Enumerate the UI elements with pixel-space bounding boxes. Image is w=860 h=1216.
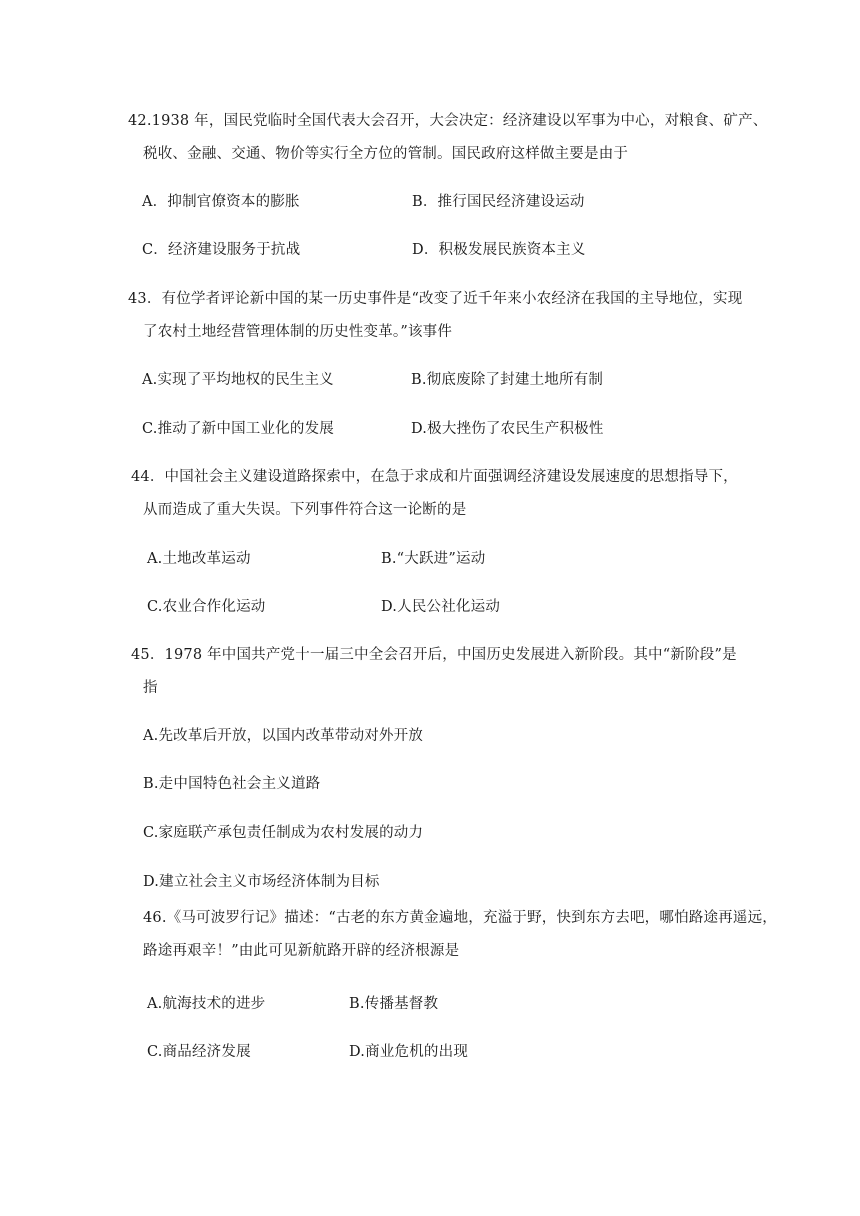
question-43-option-a: A.实现了平均地权的民生主义 <box>142 372 334 388</box>
question-43-line-2: 了农村土地经营管理体制的历史性变革。”该事件 <box>143 324 453 340</box>
question-46-option-a: A.航海技术的进步 <box>147 996 266 1012</box>
question-43-option-b: B.彻底废除了封建土地所有制 <box>411 372 604 388</box>
question-43-option-c: C.推动了新中国工业化的发展 <box>142 421 334 437</box>
question-44-option-b: B.“大跃进”运动 <box>381 551 486 567</box>
question-42-option-b: B．推行国民经济建设运动 <box>412 194 585 210</box>
question-43-option-d: D.极大挫伤了农民生产积极性 <box>411 421 604 437</box>
question-42-option-c: C．经济建设服务于抗战 <box>142 242 301 258</box>
question-45-option-b: B.走中国特色社会主义道路 <box>143 776 321 792</box>
question-43-line-1: 43．有位学者评论新中国的某一历史事件是“改变了近千年来小农经济在我国的主导地位，实现 <box>128 291 743 307</box>
question-46-option-b: B.传播基督教 <box>349 996 439 1012</box>
question-42-option-a: A．抑制官僚资本的膨胀 <box>142 194 300 210</box>
question-44-option-d: D.人民公社化运动 <box>381 599 501 615</box>
question-44-line-2: 从而造成了重大失误。下列事件符合这一论断的是 <box>143 502 467 518</box>
question-44-line-1: 44．中国社会主义建设道路探索中，在急于求成和片面强调经济建设发展速度的思想指导下， <box>131 469 738 485</box>
question-46-option-c: C.商品经济发展 <box>147 1044 251 1060</box>
question-44-option-a: A.土地改革运动 <box>147 551 251 567</box>
question-45-option-a: A.先改革后开放，以国内改革带动对外开放 <box>143 728 424 744</box>
question-45-line-1: 45．1978 年中国共产党十一届三中全会召开后，中国历史发展进入新阶段。其中“新阶段”是 <box>131 647 737 663</box>
question-42-line-2: 税收、金融、交通、物价等实行全方位的管制。国民政府这样做主要是由于 <box>143 146 629 162</box>
question-42-line-1: 42.1938 年，国民党临时全国代表大会召开，大会决定：经济建设以军事为中心，对粮食、矿产、 <box>128 113 768 129</box>
question-45-option-d: D.建立社会主义市场经济体制为目标 <box>143 874 380 890</box>
question-44-option-c: C.农业合作化运动 <box>147 599 266 615</box>
question-42-option-d: D．积极发展民族资本主义 <box>412 242 586 258</box>
question-45-option-c: C.家庭联产承包责任制成为农村发展的动力 <box>143 825 424 841</box>
question-46-line-2: 路途再艰辛！”由此可见新航路开辟的经济根源是 <box>143 943 460 959</box>
question-45-line-2: 指 <box>143 680 158 696</box>
question-46-option-d: D.商业危机的出现 <box>349 1044 469 1060</box>
question-46-line-1: 46.《马可波罗行记》描述：“古老的东方黄金遍地，充溢于野，快到东方去吧，哪怕路途再遥远， <box>143 910 777 926</box>
